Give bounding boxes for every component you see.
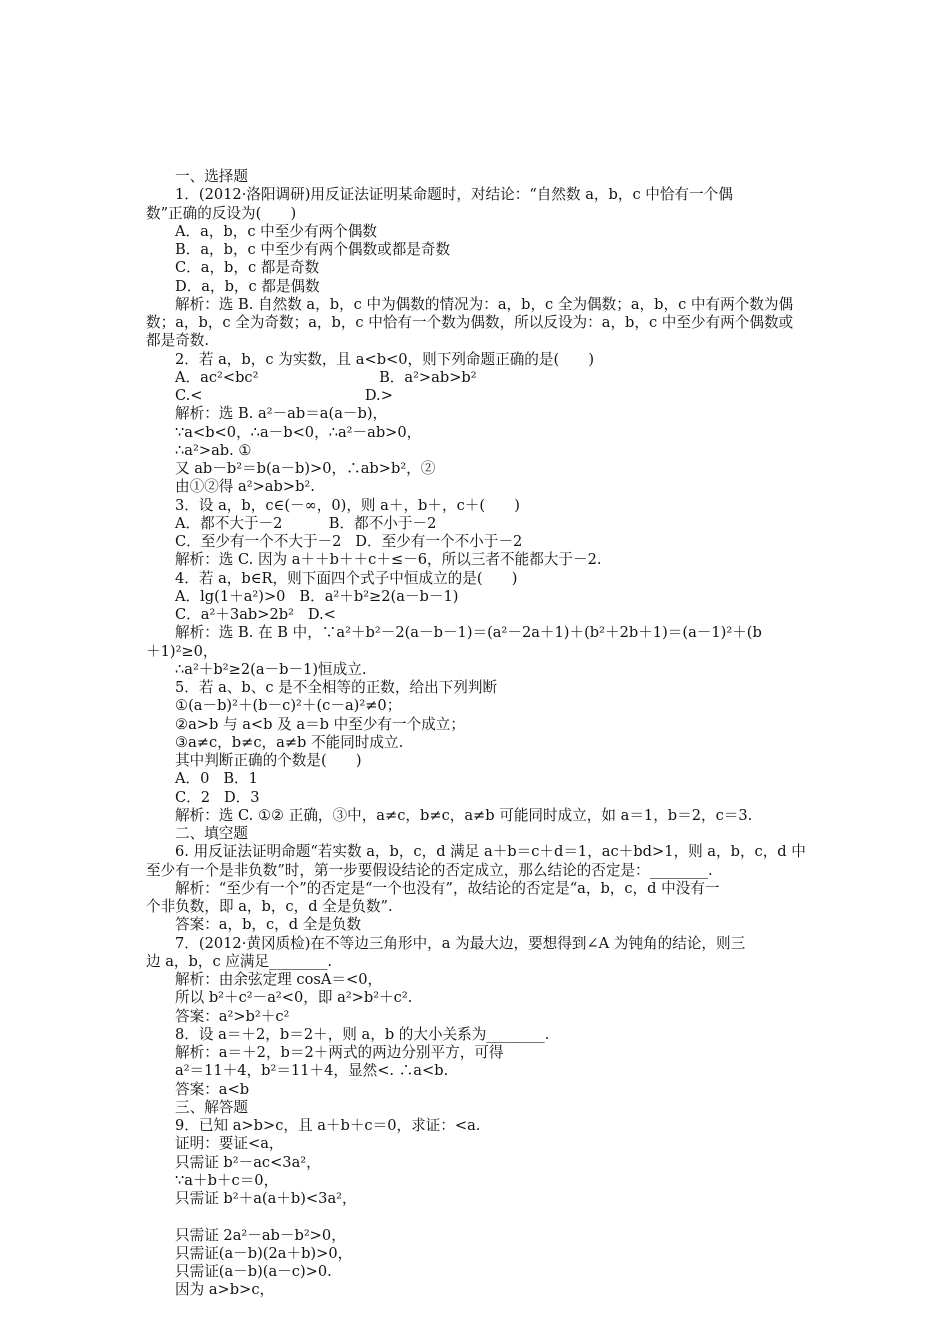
text-line: 答案：a<b [175, 1080, 250, 1098]
text-line: 7．(2012·黄冈质检)在不等边三角形中，a 为最大边，要想得到∠A 为钝角的结论，则三 [175, 934, 746, 952]
text-line: 所以 b²＋c²－a²<0，即 a²>b²＋c². [175, 989, 413, 1007]
text-line: 9．已知 a>b>c，且 a＋b＋c＝0，求证：<a. [175, 1117, 481, 1134]
text-line: 3．设 a，b，c∈(－∞，0)，则 a＋，b＋，c＋( ) [175, 496, 520, 514]
text-line: 由①②得 a²>ab>b². [175, 478, 315, 496]
text-line: D．a，b，c 都是偶数 [175, 277, 320, 295]
text-line: 解析：选 B. 自然数 a，b，c 中为偶数的情况为：a，b，c 全为偶数；a，b，c 中有两个数为偶 [175, 295, 794, 313]
text-line: 数；a，b，c 全为奇数；a，b，c 中恰有一个数为偶数，所以反设为：a，b，c 中至少有两个偶数或 [146, 314, 794, 331]
text-line: A．lg(1＋a²)>0 B．a²＋b²≥2(a－b－1) [175, 587, 459, 605]
text-line: 因为 a>b>c， [175, 1281, 275, 1299]
text-line: ＋1)²≥0， [146, 642, 218, 660]
text-line: C.< D.> [175, 387, 393, 404]
text-line: 1．(2012·洛阳调研)用反证法证明某命题时，对结论：“自然数 a，b，c 中恰有一个偶 [175, 186, 733, 204]
text-line: A．ac²<bc² B．a²>ab>b² [175, 368, 477, 386]
text-line: A．0 B．1 [175, 770, 258, 788]
text-line: ②a>b 与 a<b 及 a＝b 中至少有一个成立； [175, 715, 465, 733]
text-line: 只需证(a－b)(2a＋b)>0， [175, 1244, 353, 1262]
text-line: 至少有一个是非负数”时，第一步要假设结论的否定成立，那么结论的否定是：________. [146, 861, 713, 879]
text-line: a²＝11＋4，b²＝11＋4，显然<. ∴a<b. [175, 1062, 449, 1080]
text-line: 解析：a＝＋2，b＝2＋两式的两边分别平方，可得 [175, 1044, 504, 1061]
text-line [146, 1208, 814, 1226]
text-line: 4．若 a，b∈R，则下面四个式子中恒成立的是( ) [175, 569, 518, 587]
text-line: C．a²＋3ab>2b² D.< [175, 606, 336, 623]
text-line: 只需证 2a²－ab－b²>0， [175, 1226, 346, 1244]
text-line: C．至少有一个不大于－2 D．至少有一个不小于－2 [175, 533, 523, 550]
text-line: 答案：a²>b²＋c² [175, 1007, 290, 1025]
text-line: C．2 D．3 [175, 788, 260, 806]
text-line: 只需证 b²－ac<3a²， [175, 1153, 321, 1171]
document-body [146, 168, 814, 1300]
text-line: 解析：“至少有一个”的否定是“一个也没有”，故结论的否定是“a，b，c，d 中没有一 [175, 879, 720, 897]
text-line: ∵a＋b＋c＝0， [175, 1171, 279, 1189]
text-line: 答案：a，b，c，d 全是负数 [175, 916, 362, 934]
text-line: ③a≠c，b≠c，a≠b 不能同时成立. [175, 733, 404, 751]
text-line: 8．设 a＝＋2，b＝2＋，则 a，b 的大小关系为________. [175, 1025, 550, 1043]
text-line: 解析：由余弦定理 cosA＝<0， [175, 971, 383, 988]
text-line: 其中判断正确的个数是( ) [175, 752, 362, 769]
text-line: ∴a²>ab. ① [175, 441, 252, 459]
text-line: 一、选择题 [175, 168, 248, 185]
text-line: 5．若 a、b、c 是不全相等的正数，给出下列判断 [175, 679, 498, 696]
text-line: 解析：选 C. 因为 a＋＋b＋＋c＋≤－6，所以三者不能都大于－2. [175, 551, 602, 569]
text-line: 只需证(a－b)(a－c)>0. [175, 1263, 332, 1280]
text-line: 边 a，b，c 应满足________. [146, 952, 333, 970]
text-line: A．都不大于－2 B．都不小于－2 [175, 514, 437, 532]
text-line: B．a，b，c 中至少有两个偶数或都是奇数 [175, 241, 451, 258]
text-line: C．a，b，c 都是奇数 [175, 259, 320, 277]
text-line: A．a，b，c 中至少有两个偶数 [175, 222, 377, 240]
text-line: 个非负数，即 a，b，c，d 全是负数”. [146, 898, 393, 915]
text-line: 数”正确的反设为( ) [146, 204, 297, 222]
text-line: 又 ab－b²＝b(a－b)>0，∴ab>b²，② [175, 460, 436, 477]
text-line: 三、解答题 [175, 1098, 248, 1116]
text-line: 解析：选 C. ①② 正确，③中，a≠c，b≠c，a≠b 可能同时成立，如 a＝1，b＝2，c＝3. [175, 806, 753, 824]
text-line: ∵a<b<0，∴a－b<0，∴a²－ab>0， [175, 423, 422, 441]
text-line: 2．若 a，b，c 为实数，且 a<b<0，则下列命题正确的是( ) [175, 350, 595, 368]
text-line: 都是奇数. [146, 332, 210, 350]
text-line: 只需证 b²＋a(a＋b)<3a²， [175, 1190, 357, 1207]
text-line: 6. 用反证法证明命题“若实数 a，b，c，d 满足 a＋b＝c＋d＝1，ac＋bd>1，则 a，b，c，d 中 [175, 843, 806, 861]
text-line: 二、填空题 [175, 825, 248, 842]
text-line: ∴a²＋b²≥2(a－b－1)恒成立. [175, 660, 367, 678]
text-line: 解析：选 B. 在 B 中，∵a²＋b²－2(a－b－1)＝(a²－2a＋1)＋(b²＋2b＋1)＝(a－1)²＋(b [175, 624, 762, 642]
text-line: 解析：选 B. a²－ab＝a(a－b)， [175, 405, 388, 423]
text-line: 证明：要证<a， [175, 1135, 284, 1153]
text-line: ①(a－b)²＋(b－c)²＋(c－a)²≠0； [175, 697, 402, 715]
